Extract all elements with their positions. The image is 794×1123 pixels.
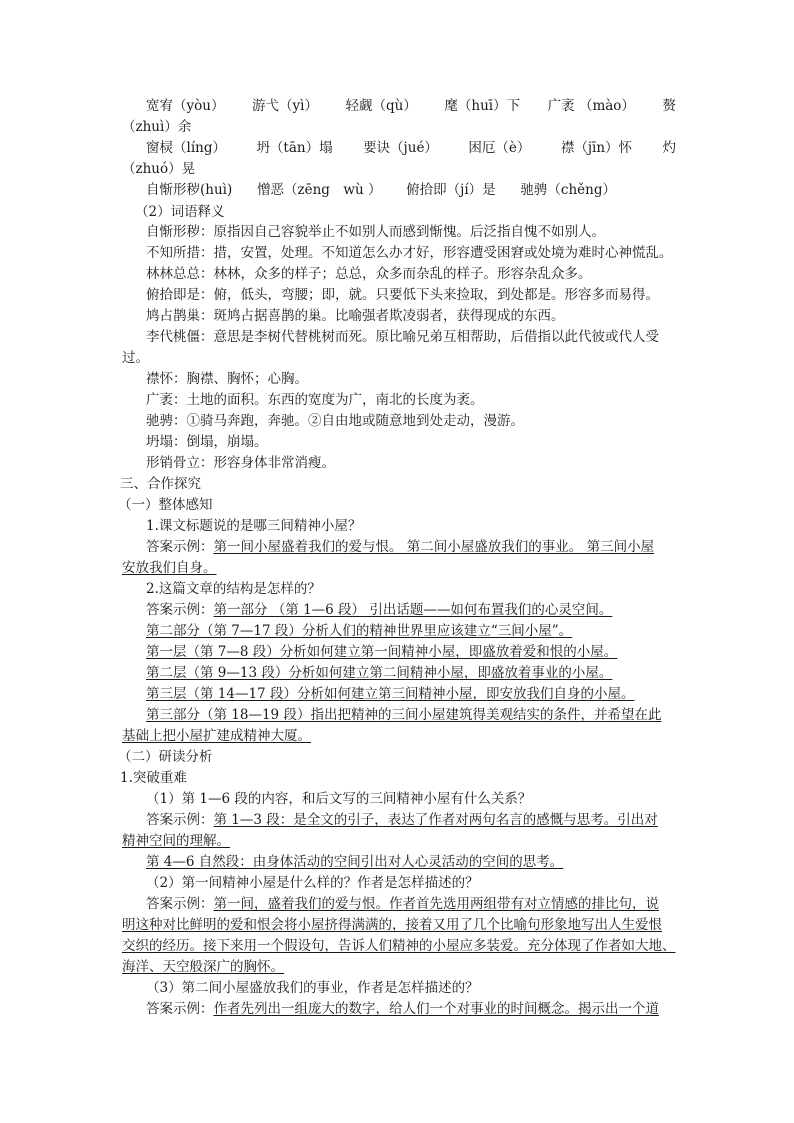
answer-label: 答案示例： xyxy=(146,812,214,828)
pinyin-item: 宽宥（yòu） xyxy=(146,98,225,114)
answer-label: 答案示例： xyxy=(146,602,214,618)
pinyin-item: 赘 xyxy=(662,98,676,114)
answer-text: 第一层（第 7—8 段）分析如何建立第一间精神小屋，即盛放着爱和恨的小屋。 xyxy=(146,644,618,660)
answer-text: 第 1—3 段：是全文的引子，表达了作者对两句名言的感慨与思考。引出对 xyxy=(213,812,658,828)
pinyin-item: 驰骋（chěng） xyxy=(520,182,616,198)
answer-label: 答案示例： xyxy=(146,896,214,912)
vocab-item: 坍塌：倒塌，崩塌。 xyxy=(146,434,268,450)
answer-line xyxy=(146,537,654,557)
pinyin-item: 要诀（jué） xyxy=(363,140,438,156)
pinyin-item: 俯拾即（jí）是 xyxy=(406,182,496,198)
vocab-item: 驰骋：①骑马奔跑，奔驰。②自由地或随意地到处走动，漫游。 xyxy=(146,413,524,429)
answer-line xyxy=(146,894,659,914)
pinyin-item: 轻觑（qù） xyxy=(345,98,417,114)
vocab-item: 俯拾即是：俯，低头，弯腰；即，就。只要低下头来捡取，到处都是。形容多而易得。 xyxy=(146,287,659,303)
answer-text: 作者先列出一组庞大的数字，给人们一个对事业的时间概念。揭示出一个道 xyxy=(213,1001,659,1017)
answer-label: 答案示例： xyxy=(146,539,214,555)
answer-text: 基础上把小屋扩建成精神大厦。 xyxy=(122,728,311,744)
answer-text: 第一间，盛着我们的爱与恨。作者首先选用两组带有对立情感的排比句，说 xyxy=(213,896,659,912)
pinyin-row-1-tail: （zhuì）余 xyxy=(122,119,192,135)
vocab-item: 广袤：土地的面积。东西的宽度为广，南北的长度为袤。 xyxy=(146,392,484,408)
answer-text: 安放我们自身。 xyxy=(122,560,217,576)
pinyin-item: 窗棂（líng） xyxy=(146,140,226,156)
pinyin-item: 灼 xyxy=(662,140,676,156)
answer-text: 明这种对比鲜明的爱和恨会将小屋挤得满满的，接着又用了几个比喻句形象地写出人生爱恨 xyxy=(122,917,662,933)
answer-text: 第 4—6 自然段：由身体活动的空间引出对人心灵活动的空间的思考。 xyxy=(146,854,564,870)
section-title: 三、合作探究 xyxy=(120,476,201,492)
vocab-item: 襟怀：胸襟、胸怀；心胸。 xyxy=(146,371,308,387)
answer-text: 第三层（第 14—17 段）分析如何建立第三间精神小屋，即安放我们自身的小屋。 xyxy=(146,686,635,702)
answer-text: 第一间小屋盛着我们的爱与恨。 第二间小屋盛放我们的事业。 第三间小屋 xyxy=(213,539,655,555)
answer-line xyxy=(146,810,658,830)
question: 2.这篇文章的结构是怎样的？ xyxy=(146,581,321,597)
answer-text: 第一部分 （第 1—6 段） 引出话题——如何布置我们的心灵空间。 xyxy=(213,602,613,618)
pinyin-row-1 xyxy=(146,96,676,116)
part-heading: （二）研读分析 xyxy=(118,749,213,765)
pinyin-item: 广袤 （mào） xyxy=(547,98,635,114)
vocab-item: 不知所措：措，安置，处理。不知道怎么办才好，形容遭受困窘或处境为难时心神慌乱。 xyxy=(146,245,673,261)
question: （3）第二间小屋盛放我们的事业，作者是怎样描述的？ xyxy=(146,980,479,996)
answer-label: 答案示例： xyxy=(146,1001,214,1017)
part-heading: （一）整体感知 xyxy=(118,497,213,513)
vocab-item: 李代桃僵：意思是李树代替桃树而死。原比喻兄弟互相帮助，后借指以此代彼或代人受 xyxy=(146,329,659,345)
pinyin-item: 困厄（è） xyxy=(468,140,531,156)
vocab-item: 过。 xyxy=(122,350,149,366)
pinyin-row-2 xyxy=(146,138,676,158)
vocab-item: 自惭形秽：原指因自己容貌举止不如别人而感到惭愧。后泛指自愧不如别人。 xyxy=(146,224,605,240)
answer-line xyxy=(146,600,612,620)
pinyin-item: 麾（huī）下 xyxy=(444,98,521,114)
vocab-heading: （2）词语释义 xyxy=(135,204,225,220)
vocab-item: 形销骨立：形容身体非常消瘦。 xyxy=(146,455,335,471)
answer-line xyxy=(146,999,659,1019)
pinyin-item: 坍（tān）塌 xyxy=(256,140,333,156)
pinyin-item: 游弋（yì） xyxy=(252,98,318,114)
vocab-item: 林林总总：林林，众多的样子；总总，众多而杂乱的样子。形容杂乱众多。 xyxy=(146,266,592,282)
answer-text: 海洋、天空般深广的胸怀。 xyxy=(122,959,284,975)
pinyin-item: 自惭形秽(huì) xyxy=(146,182,233,198)
answer-text: 第三部分（第 18—19 段）指出把精神的三间小屋建筑得美观结实的条件，并希望在此 xyxy=(146,707,662,723)
pinyin-row-2-tail: （zhuó）晃 xyxy=(122,161,196,177)
question: （2）第一间精神小屋是什么样的？作者是怎样描述的？ xyxy=(146,875,479,891)
vocab-item: 鸠占鹊巢：斑鸠占据喜鹊的巢。比喻强者欺凌弱者，获得现成的东西。 xyxy=(146,308,565,324)
pinyin-item: 憎恶（zēng wù ） xyxy=(256,182,382,198)
question: 1.课文标题说的是哪三间精神小屋？ xyxy=(146,518,362,534)
question: （1）第 1—6 段的内容，和后文写的三间精神小屋有什么关系？ xyxy=(146,791,532,807)
pinyin-item: 襟（jīn）怀 xyxy=(560,140,633,156)
answer-text: 第二层（第 9—13 段）分析如何建立第二间精神小屋，即盛放着事业的小屋。 xyxy=(146,665,613,681)
answer-text: 精神空间的理解。 xyxy=(122,833,230,849)
pinyin-row-3 xyxy=(146,180,616,200)
answer-text: 第二部分（第 7—17 段）分析人们的精神世界里应该建立“三间小屋”。 xyxy=(146,623,573,639)
answer-text: 交织的经历。接下来用一个假设句，告诉人们精神的小屋应多装爱。充分体现了作者如大地、 xyxy=(122,938,676,954)
sub-heading: 1.突破重难 xyxy=(120,770,187,786)
